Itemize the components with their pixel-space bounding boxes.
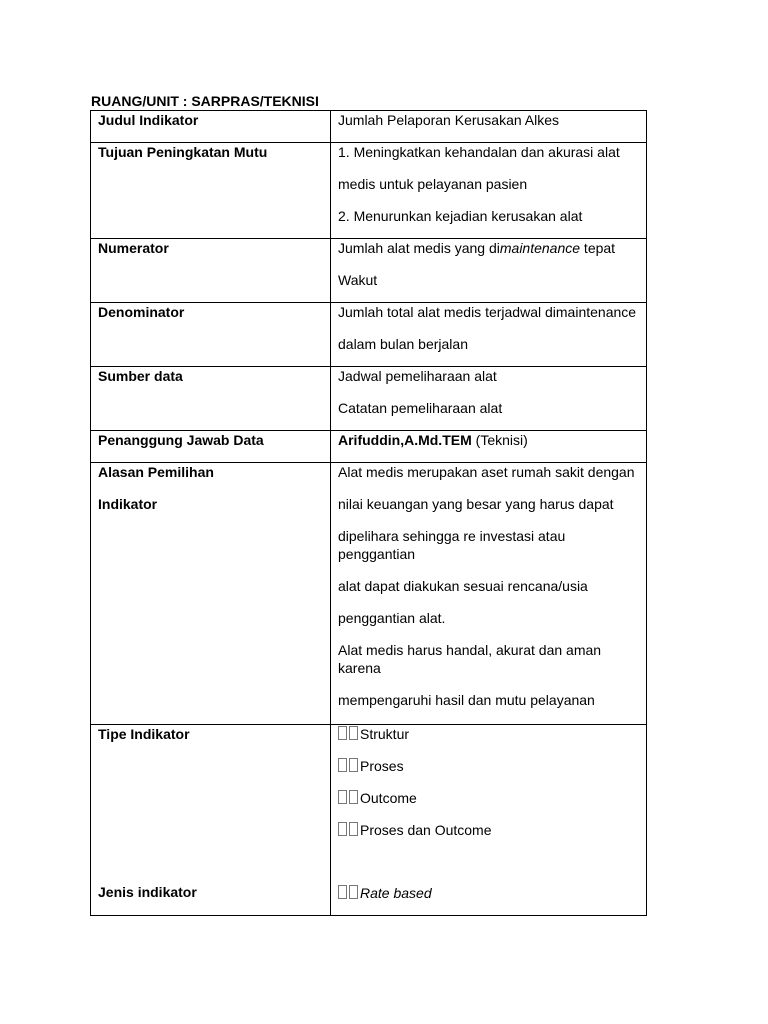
row-denominator — [91, 303, 647, 367]
sumber-line-1: Jadwal pemeliharaan alat — [338, 368, 497, 384]
tipe-option-outcome — [338, 789, 640, 807]
tujuan-line-3: 2. Menurunkan kejadian kerusakan alat — [338, 208, 583, 224]
denominator-line-1: Jumlah total alat medis terjadwal dimaintenance — [338, 304, 637, 320]
tipe-label: Tipe Indikator — [98, 726, 190, 742]
row-tujuan — [91, 143, 647, 239]
tipe-option-label: Proses — [360, 758, 404, 774]
label-tipe-indikator — [91, 725, 331, 916]
value-judul-indikator: Jumlah Pelaporan Kerusakan Alkes — [331, 111, 647, 143]
penanggung-role: (Teknisi) — [471, 432, 528, 448]
checkbox-icon — [338, 758, 347, 772]
value-denominator — [331, 303, 647, 367]
tipe-option-struktur — [338, 725, 640, 743]
penanggung-name: Arifuddin,A.Md.TEM — [338, 432, 472, 448]
checkbox-icon — [338, 885, 347, 899]
numerator-line-1 — [338, 239, 640, 257]
row-alasan-pemilihan — [91, 463, 647, 725]
label-penanggung-jawab: Penanggung Jawab Data — [91, 431, 331, 463]
tipe-option-label: Outcome — [360, 790, 417, 806]
jenis-value: Rate based — [360, 885, 432, 901]
indicator-table — [90, 110, 647, 916]
alasan-label-line-1: Alasan Pemilihan — [98, 464, 214, 480]
alasan-line-6: Alat medis harus handal, akurat dan aman karena — [338, 642, 602, 676]
checkbox-icon — [349, 885, 358, 899]
tipe-option-proses — [338, 757, 640, 775]
label-numerator: Numerator — [91, 239, 331, 303]
tipe-option-proses-outcome — [338, 821, 640, 839]
jenis-option-rate-based — [338, 884, 640, 902]
checkbox-icon — [349, 822, 358, 836]
row-tipe-indikator — [91, 725, 647, 916]
row-judul-indikator — [91, 111, 647, 143]
label-sumber-data: Sumber data — [91, 367, 331, 431]
value-tipe-indikator — [331, 725, 647, 916]
alasan-line-2: nilai keuangan yang besar yang harus dapat — [338, 496, 614, 512]
alasan-line-5: penggantian alat. — [338, 610, 446, 626]
unit-heading: RUANG/UNIT : SARPRAS/TEKNISI — [91, 93, 319, 109]
value-penanggung-jawab — [331, 431, 647, 463]
alasan-line-4: alat dapat diakukan sesuai rencana/usia — [338, 578, 588, 594]
checkbox-icon — [338, 822, 347, 836]
value-tujuan — [331, 143, 647, 239]
alasan-line-1: Alat medis merupakan aset rumah sakit dengan — [338, 464, 635, 480]
tipe-option-label: Proses dan Outcome — [360, 822, 492, 838]
checkbox-icon — [338, 790, 347, 804]
denominator-line-2: dalam bulan berjalan — [338, 336, 468, 352]
tipe-option-label: Struktur — [360, 726, 410, 742]
alasan-label-line-2: Indikator — [98, 496, 158, 512]
alasan-line-7: mempengaruhi hasil dan mutu pelayanan — [338, 692, 595, 708]
label-alasan-pemilihan — [91, 463, 331, 725]
tujuan-line-1: 1. Meningkatkan kehandalan dan akurasi alat — [338, 144, 620, 160]
label-tujuan: Tujuan Peningkatan Mutu — [91, 143, 331, 239]
numerator-text-italic: maintenance — [499, 240, 581, 256]
row-penanggung-jawab — [91, 431, 647, 463]
numerator-line-2: Wakut — [338, 272, 378, 288]
row-numerator — [91, 239, 647, 303]
checkbox-icon — [338, 726, 347, 740]
value-alasan-pemilihan — [331, 463, 647, 725]
value-sumber-data — [331, 367, 647, 431]
label-denominator: Denominator — [91, 303, 331, 367]
checkbox-icon — [349, 790, 358, 804]
checkbox-icon — [349, 726, 358, 740]
sumber-line-2: Catatan pemeliharaan alat — [338, 400, 503, 416]
numerator-text-pre: Jumlah alat medis yang di — [338, 240, 500, 256]
numerator-text-post: tepat — [580, 240, 616, 256]
value-numerator — [331, 239, 647, 303]
jenis-label: Jenis indikator — [98, 884, 197, 900]
checkbox-icon — [349, 758, 358, 772]
tujuan-line-2: medis untuk pelayanan pasien — [338, 176, 528, 192]
row-sumber-data — [91, 367, 647, 431]
alasan-line-3: dipelihara sehingga re investasi atau penggantian — [338, 528, 566, 562]
label-judul-indikator: Judul Indikator — [91, 111, 331, 143]
